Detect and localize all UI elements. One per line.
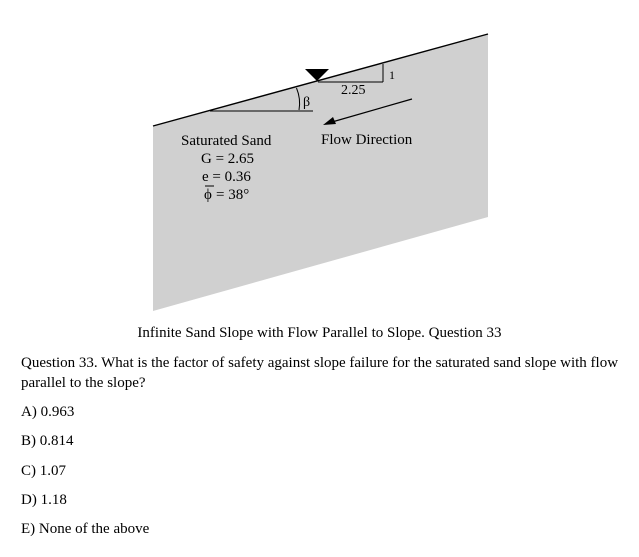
flow-direction-label: Flow Direction: [321, 132, 413, 148]
question-text: Question 33. What is the factor of safety against slope failure for the saturated sand slope with flow parallel to the slope?: [21, 355, 619, 391]
void-ratio-label: e = 0.36: [202, 169, 251, 185]
option-d[interactable]: D) 1.18: [21, 492, 67, 508]
option-e[interactable]: E) None of the above: [21, 521, 150, 537]
option-b[interactable]: B) 0.814: [21, 433, 74, 449]
option-a[interactable]: A) 0.963: [21, 404, 75, 420]
specific-gravity-label: G = 2.65: [201, 151, 255, 167]
friction-angle-symbol: ϕ: [204, 187, 212, 203]
angle-label: β: [303, 95, 311, 110]
friction-angle-label: = 38°: [216, 187, 250, 203]
vertical-rise-label: 1: [389, 68, 395, 82]
figure-caption: Infinite Sand Slope with Flow Parallel to Slope. Question 33: [137, 325, 502, 341]
option-c[interactable]: C) 1.07: [21, 463, 66, 479]
material-label: Saturated Sand: [181, 133, 272, 149]
horizontal-run-label: 2.25: [341, 83, 366, 98]
